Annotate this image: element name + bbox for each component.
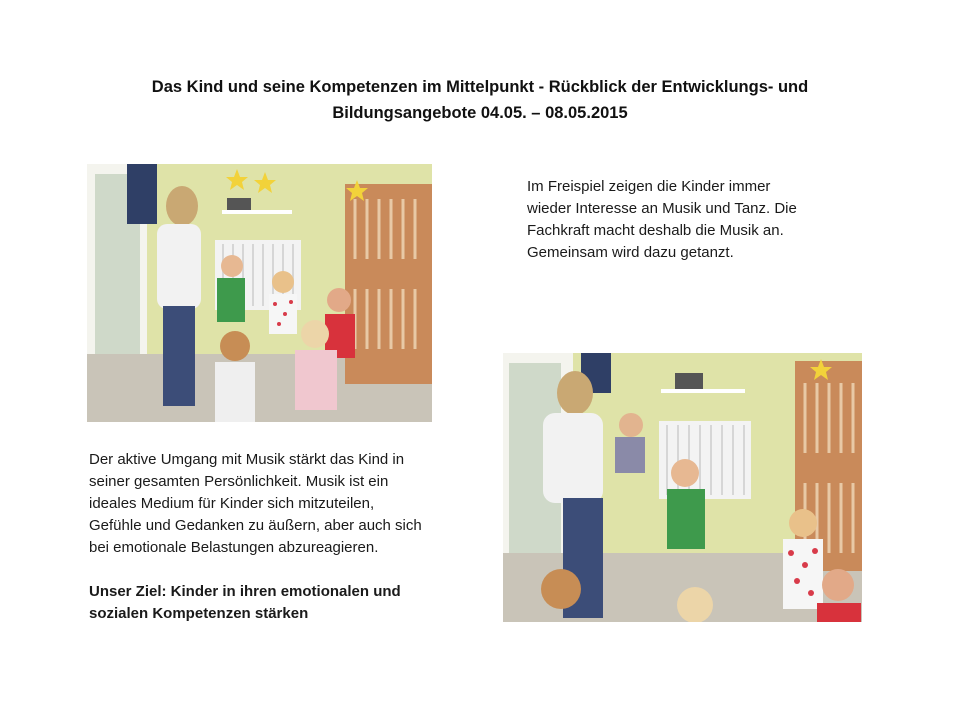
description-right-line-2: wieder Interesse an Musik und Tanz. Die	[527, 200, 797, 217]
description-left-line-1: Der aktive Umgang mit Musik stärkt das Kind in	[89, 451, 405, 468]
page-title	[70, 74, 890, 126]
photo-children-dancing-2	[503, 353, 862, 622]
description-right-line-4: Gemeinsam wird dazu getanzt.	[527, 244, 734, 261]
description-left-line-2: seiner gesamten Persönlichkeit. Musik ist ein	[89, 473, 389, 490]
goal-line-2: sozialen Kompetenzen stärken	[89, 605, 309, 622]
description-left-line-5: bei emotionale Belastungen abzureagieren.	[89, 539, 379, 556]
description-left-line-4: Gefühle und Gedanken zu äußern, aber auch sich	[89, 517, 422, 534]
description-right	[527, 176, 857, 264]
title-line-2: Bildungsangebote 04.05. – 08.05.2015	[332, 104, 628, 122]
description-right-line-3: Fachkraft macht deshalb die Musik an.	[527, 222, 784, 239]
title-line-1: Das Kind und seine Kompetenzen im Mittelpunkt - Rückblick der Entwicklungs- und	[151, 78, 809, 96]
description-right-line-1: Im Freispiel zeigen die Kinder immer	[527, 178, 771, 195]
description-left	[89, 449, 469, 625]
photo-illustration-1	[87, 164, 432, 422]
goal-line-1: Unser Ziel: Kinder in ihren emotionalen und	[89, 583, 401, 600]
description-left-line-3: ideales Medium für Kinder sich mitzuteilen,	[89, 495, 375, 512]
photo-illustration-2	[503, 353, 862, 622]
photo-children-dancing-1	[87, 164, 432, 422]
